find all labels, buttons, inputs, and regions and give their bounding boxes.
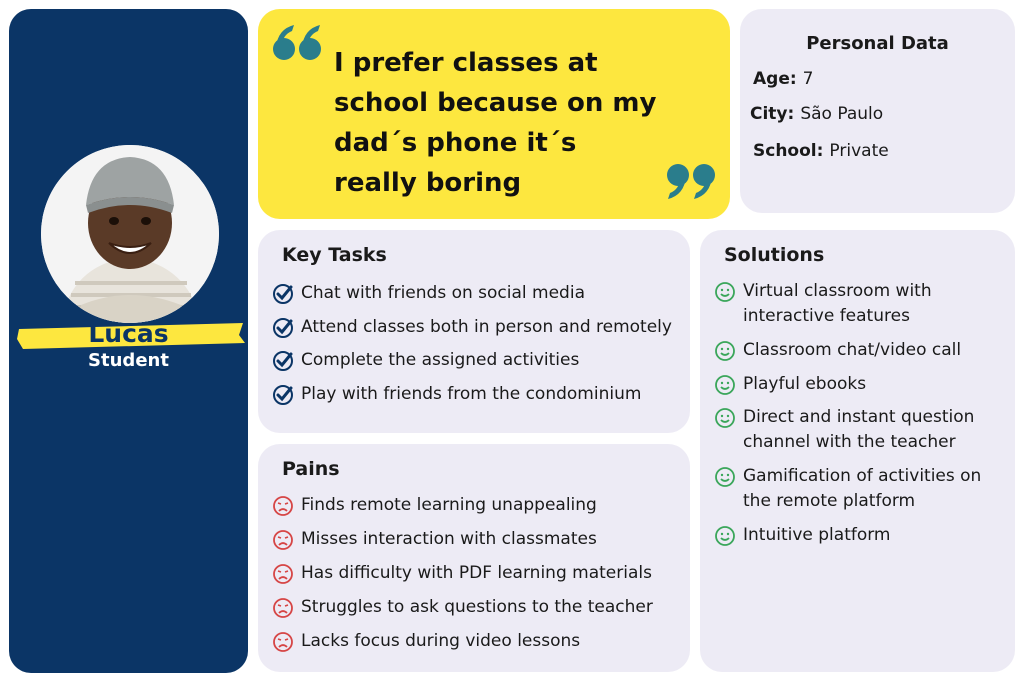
frown-face-icon [272, 597, 294, 619]
checkmark-icon [272, 283, 294, 305]
frown-face-icon [272, 529, 294, 551]
task-text: Attend classes both in person and remotely [301, 317, 672, 337]
pain-text: Lacks focus during video lessons [301, 631, 581, 651]
profile-card [9, 9, 248, 673]
smile-face-icon [714, 374, 736, 396]
task-text: Complete the assigned activities [301, 350, 580, 370]
persona-name: Lucas [88, 319, 169, 348]
checkmark-icon [272, 350, 294, 372]
list-item [272, 315, 672, 340]
task-text: Play with friends from the condominium [301, 384, 642, 404]
list-item [714, 464, 1001, 514]
quote-text: I prefer classes at school because on my dad´s phone it´s really boring [334, 48, 657, 198]
pain-text: Finds remote learning unappealing [301, 495, 597, 515]
city-label: City: [750, 104, 795, 124]
checkmark-icon [272, 317, 294, 339]
solution-text: Virtual classroom with interactive features [743, 281, 932, 326]
city-row [750, 104, 883, 124]
pains-title: Pains [282, 458, 340, 480]
list-item [272, 629, 580, 654]
list-item [272, 382, 641, 407]
frown-face-icon [272, 631, 294, 653]
frown-face-icon [272, 563, 294, 585]
city-value: São Paulo [800, 104, 884, 124]
smile-face-icon [714, 281, 736, 303]
list-item [272, 348, 579, 373]
solutions-card [700, 230, 1015, 672]
task-text: Chat with friends on social media [301, 283, 585, 303]
pain-text: Misses interaction with classmates [301, 529, 597, 549]
persona-role: Student [88, 350, 169, 371]
age-row [753, 69, 813, 89]
solution-text: Gamification of activities on the remote platform [743, 466, 982, 511]
checkmark-icon [272, 384, 294, 406]
list-item [272, 561, 652, 586]
personal-data-card [740, 9, 1015, 213]
personal-data-title: Personal Data [806, 33, 949, 54]
smile-face-icon [714, 407, 736, 429]
pain-text: Has difficulty with PDF learning materials [301, 563, 652, 583]
solution-text: Playful ebooks [743, 374, 867, 394]
age-value: 7 [802, 69, 814, 89]
school-label: School: [753, 141, 824, 161]
list-item [714, 523, 1001, 548]
quote-card [258, 9, 730, 219]
close-quote-icon [664, 161, 716, 201]
school-row [753, 141, 889, 161]
frown-face-icon [272, 495, 294, 517]
solution-text: Intuitive platform [743, 525, 891, 545]
smile-face-icon [714, 340, 736, 362]
list-item [714, 372, 1001, 397]
smile-face-icon [714, 525, 736, 547]
pain-text: Struggles to ask questions to the teacher [301, 597, 653, 617]
list-item [714, 338, 1001, 363]
school-value: Private [829, 141, 889, 161]
open-quote-icon [272, 23, 324, 63]
list-item [272, 527, 597, 552]
list-item [272, 281, 585, 306]
list-item [272, 595, 653, 620]
solution-text: Direct and instant question channel with the teacher [743, 407, 975, 452]
pains-card [258, 444, 690, 672]
list-item [272, 493, 597, 518]
solution-text: Classroom chat/video call [743, 340, 962, 360]
avatar-photo [41, 145, 219, 323]
age-label: Age: [753, 69, 797, 89]
smile-face-icon [714, 466, 736, 488]
list-item [714, 279, 1001, 329]
key-tasks-card [258, 230, 690, 433]
list-item [714, 405, 1001, 455]
solutions-title: Solutions [724, 244, 825, 266]
key-tasks-title: Key Tasks [282, 244, 387, 266]
